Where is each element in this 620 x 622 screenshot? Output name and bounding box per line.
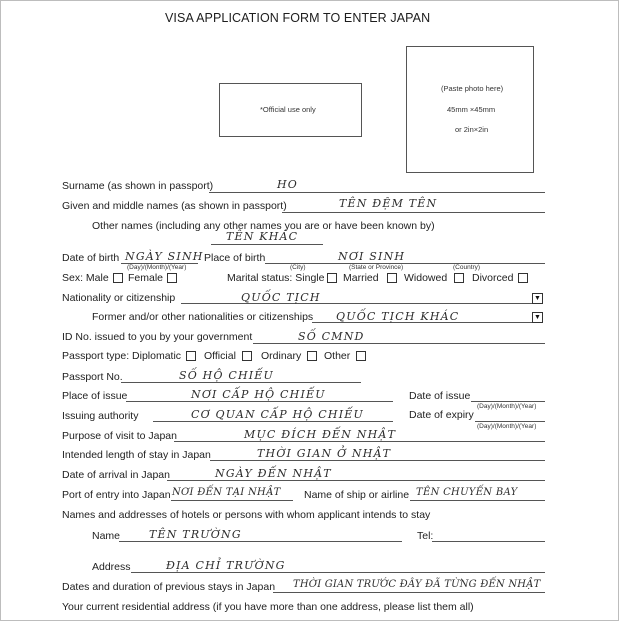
id-no-label: ID No. issued to you by your government bbox=[62, 331, 253, 343]
passport-ordinary-label: Ordinary bbox=[261, 350, 302, 362]
sex-label: Sex: Male bbox=[62, 272, 109, 284]
other-names-line bbox=[211, 244, 323, 245]
official-use-label: *Official use only bbox=[260, 105, 316, 114]
hotel-name-field[interactable]: TÊN TRƯỜNG bbox=[149, 528, 242, 541]
date-of-issue-hint: (Day)/(Month)/(Year) bbox=[477, 403, 537, 410]
previous-stays-label: Dates and duration of previous stays in Japan bbox=[62, 581, 276, 593]
given-names-line bbox=[282, 212, 545, 213]
nationality-field[interactable]: QUỐC TỊCH bbox=[241, 291, 321, 304]
length-of-stay-label: Intended length of stay in Japan bbox=[62, 449, 211, 461]
given-names-label: Given and middle names (as shown in passport) bbox=[62, 200, 287, 212]
place-of-birth-state-hint: (State or Province) bbox=[349, 264, 404, 271]
port-of-entry-label: Port of entry into Japan bbox=[62, 489, 171, 501]
marital-divorced-label: Divorced bbox=[472, 272, 514, 284]
place-of-birth-line bbox=[265, 263, 545, 264]
date-of-birth-field[interactable]: NGÀY SINH bbox=[125, 250, 204, 263]
photo-box bbox=[406, 46, 534, 173]
passport-no-field[interactable]: SỐ HỘ CHIẾU bbox=[179, 369, 275, 382]
nationality-label: Nationality or citizenship bbox=[62, 292, 176, 304]
issuing-authority-line bbox=[153, 421, 393, 422]
passport-other-checkbox[interactable] bbox=[356, 351, 366, 361]
surname-label: Surname (as shown in passport) bbox=[62, 180, 214, 192]
hotel-tel-line bbox=[432, 541, 545, 542]
passport-official-checkbox[interactable] bbox=[242, 351, 252, 361]
sex-female-label: Female bbox=[128, 272, 164, 284]
place-of-issue-label: Place of issue bbox=[62, 390, 128, 402]
former-nationality-dropdown[interactable] bbox=[532, 312, 543, 323]
passport-no-label: Passport No. bbox=[62, 371, 123, 383]
former-nationality-label: Former and/or other nationalities or citizenships bbox=[92, 311, 314, 323]
other-names-field[interactable]: TÊN KHÁC bbox=[226, 230, 299, 243]
sex-male-checkbox[interactable] bbox=[113, 273, 123, 283]
ship-airline-label: Name of ship or airline bbox=[304, 489, 410, 501]
photo-line-2: 45mm ×45mm bbox=[447, 105, 496, 114]
passport-diplomatic-checkbox[interactable] bbox=[186, 351, 196, 361]
nationality-line bbox=[181, 303, 532, 304]
marital-widowed-label: Widowed bbox=[404, 272, 448, 284]
arrival-date-label: Date of arrival in Japan bbox=[62, 469, 170, 481]
date-of-issue-label: Date of issue bbox=[409, 390, 471, 402]
id-no-field[interactable]: SỐ CMND bbox=[298, 330, 365, 343]
form-title: VISA APPLICATION FORM TO ENTER JAPAN bbox=[165, 11, 431, 25]
date-of-expiry-label: Date of expiry bbox=[409, 409, 474, 421]
hotel-address-label: Address bbox=[92, 561, 131, 573]
hotels-heading: Names and addresses of hotels or persons with whom applicant intends to stay bbox=[62, 509, 431, 521]
official-use-box bbox=[219, 83, 362, 137]
chevron-down-icon: ▼ bbox=[534, 314, 541, 321]
date-of-birth-label: Date of birth bbox=[62, 252, 120, 264]
marital-married-label: Married bbox=[343, 272, 379, 284]
residential-address-label: Your current residential address (if you have more than one address, please list them all) bbox=[62, 601, 474, 613]
surname-line bbox=[209, 192, 545, 193]
ship-airline-line bbox=[410, 500, 545, 501]
previous-stays-field[interactable]: THỜI GIAN TRƯỚC ĐÂY ĐÃ TỪNG ĐẾN NHẬT bbox=[293, 579, 541, 590]
issuing-authority-field[interactable]: CƠ QUAN CẤP HỘ CHIẾU bbox=[191, 408, 364, 421]
nationality-dropdown[interactable] bbox=[532, 293, 543, 304]
other-names-label: Other names (including any other names you are or have been known by) bbox=[92, 220, 435, 232]
passport-official-label: Official bbox=[204, 350, 236, 362]
surname-field[interactable]: HO bbox=[277, 178, 299, 191]
port-of-entry-field[interactable]: NƠI ĐẾN TẠI NHẬT bbox=[172, 487, 281, 498]
date-of-expiry-hint: (Day)/(Month)/(Year) bbox=[477, 423, 537, 430]
issuing-authority-label: Issuing authority bbox=[62, 410, 139, 422]
arrival-date-line bbox=[167, 480, 545, 481]
place-of-issue-field[interactable]: NƠI CẤP HỘ CHIẾU bbox=[191, 388, 326, 401]
arrival-date-field[interactable]: NGÀY ĐẾN NHẬT bbox=[215, 467, 332, 480]
previous-stays-line bbox=[273, 592, 545, 593]
port-of-entry-line bbox=[171, 500, 293, 501]
place-of-issue-line bbox=[126, 401, 393, 402]
place-of-birth-label: Place of birth bbox=[204, 252, 266, 264]
photo-line-3: or 2in×2in bbox=[455, 125, 489, 134]
passport-no-line bbox=[121, 382, 361, 383]
marital-married-checkbox[interactable] bbox=[387, 273, 397, 283]
place-of-birth-city-hint: (City) bbox=[290, 264, 306, 271]
passport-ordinary-checkbox[interactable] bbox=[307, 351, 317, 361]
chevron-down-icon: ▼ bbox=[534, 295, 541, 302]
ship-airline-field[interactable]: TÊN CHUYẾN BAY bbox=[416, 487, 518, 498]
photo-line-1: (Paste photo here) bbox=[441, 84, 504, 93]
marital-widowed-checkbox[interactable] bbox=[454, 273, 464, 283]
place-of-birth-country-hint: (Country) bbox=[453, 264, 481, 271]
hotel-address-line bbox=[131, 572, 545, 573]
length-of-stay-line bbox=[210, 460, 545, 461]
date-of-expiry-line bbox=[475, 421, 545, 422]
purpose-field[interactable]: MỤC ĐÍCH ĐẾN NHẬT bbox=[244, 428, 397, 441]
former-nationality-field[interactable]: QUỐC TỊCH KHÁC bbox=[336, 310, 460, 323]
hotel-name-line bbox=[119, 541, 402, 542]
length-of-stay-field[interactable]: THỜI GIAN Ở NHẬT bbox=[257, 447, 392, 460]
marital-divorced-checkbox[interactable] bbox=[518, 273, 528, 283]
hotel-name-label: Name bbox=[92, 530, 121, 542]
place-of-birth-field[interactable]: NƠI SINH bbox=[338, 250, 406, 263]
hotel-address-field[interactable]: ĐỊA CHỈ TRƯỜNG bbox=[166, 559, 286, 572]
passport-other-label: Other bbox=[324, 350, 351, 362]
hotel-tel-label: Tel: bbox=[417, 530, 434, 542]
passport-type-label: Passport type: Diplomatic bbox=[62, 350, 182, 362]
sex-female-checkbox[interactable] bbox=[167, 273, 177, 283]
purpose-label: Purpose of visit to Japan bbox=[62, 430, 177, 442]
purpose-line bbox=[174, 441, 545, 442]
given-names-field[interactable]: TÊN ĐỆM TÊN bbox=[339, 197, 438, 210]
date-of-birth-hint: (Day)/(Month)/(Year) bbox=[127, 264, 187, 271]
date-of-issue-line bbox=[471, 401, 545, 402]
marital-status-label: Marital status: Single bbox=[227, 272, 325, 284]
id-no-line bbox=[253, 343, 545, 344]
marital-single-checkbox[interactable] bbox=[327, 273, 337, 283]
